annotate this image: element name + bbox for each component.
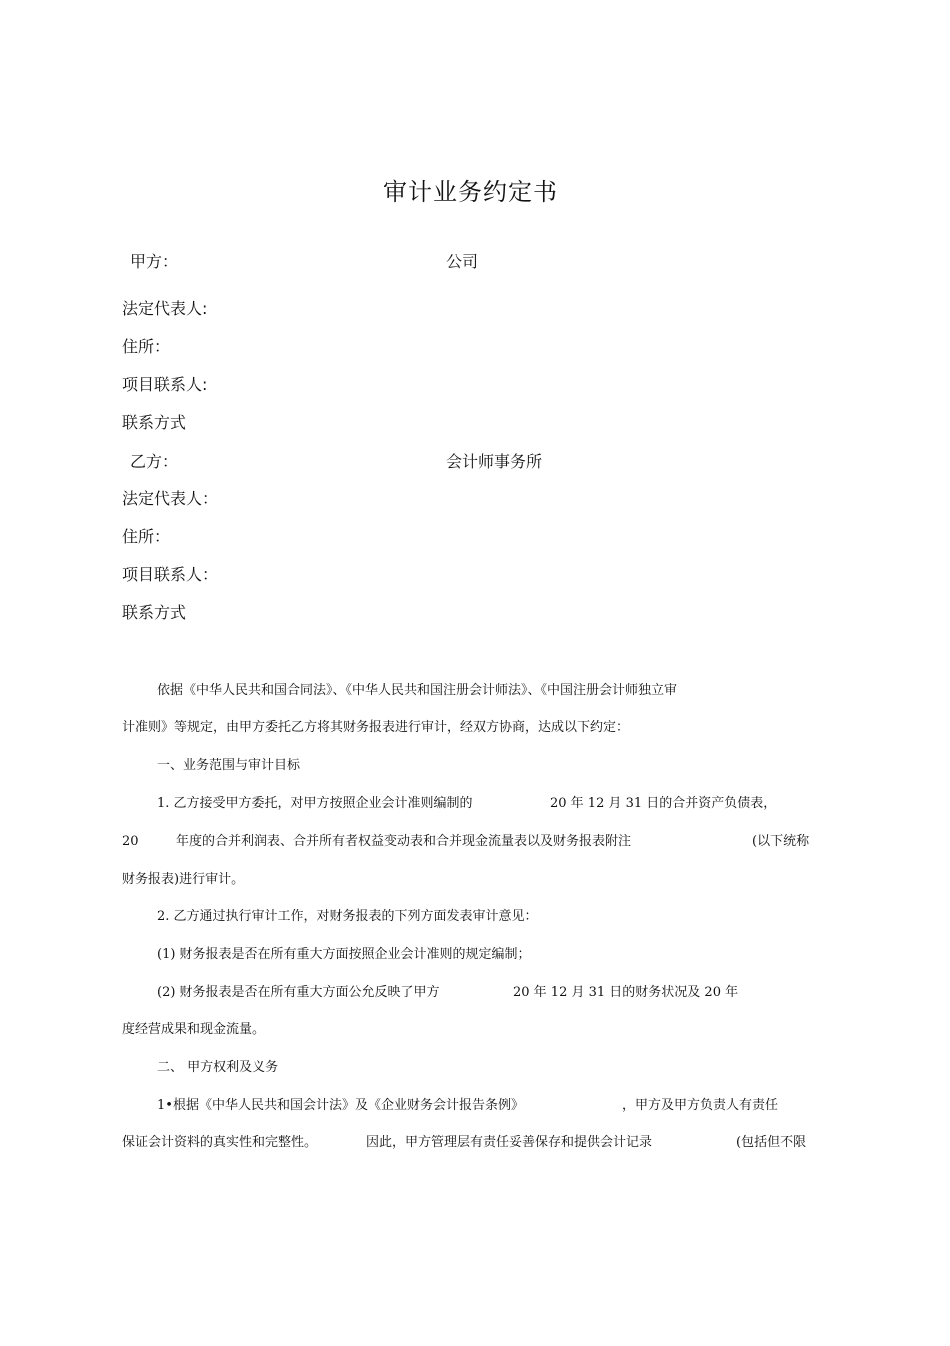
section-1-sub-2-part-c: 度经营成果和现金流量。 bbox=[122, 1022, 266, 1037]
intro-line-2: 计准则》等规定，由甲方委托乙方将其财务报表进行审计，经双方协商，达成以下约定： bbox=[122, 720, 630, 735]
section-1-heading: 一、业务范围与审计目标 bbox=[157, 758, 301, 773]
party-b-contact-person: 项目联系人： bbox=[122, 565, 219, 584]
section-1-item-2: 2. 乙方通过执行审计工作，对财务报表的下列方面发表审计意见： bbox=[157, 909, 538, 924]
section-1-item-1-part-e: (以下统称 bbox=[752, 834, 810, 849]
party-b-label: 乙方： bbox=[130, 452, 179, 471]
section-2-heading: 二、 甲方权利及义务 bbox=[157, 1060, 279, 1075]
section-2-item-1-part-e: (包括但不限 bbox=[736, 1135, 807, 1150]
section-1-sub-2-part-b: 20 年 12 月 31 日的财务状况及 20 年 bbox=[513, 985, 739, 1000]
intro-line-1: 依据《中华人民共和国合同法》、《中华人民共和国注册会计师法》、《中国注册会计师独立审 bbox=[157, 683, 678, 698]
section-1-item-1-part-f: 财务报表)进行审计。 bbox=[122, 872, 245, 887]
section-1-sub-2-part-a: (2) 财务报表是否在所有重大方面公允反映了甲方 bbox=[157, 985, 440, 1000]
party-b-legal-rep: 法定代表人： bbox=[122, 489, 219, 508]
party-a-contact-person: 项目联系人: bbox=[122, 375, 208, 394]
party-a-name: 公司 bbox=[446, 252, 479, 271]
section-2-item-1-part-c: 保证会计资料的真实性和完整性。 bbox=[122, 1135, 318, 1150]
party-a-address: 住所： bbox=[122, 337, 171, 356]
section-1-item-1-part-d: 年度的合并利润表、合并所有者权益变动表和合并现金流量表以及财务报表附注 bbox=[176, 834, 632, 849]
party-b-address: 住所： bbox=[122, 527, 171, 546]
document-title: 审计业务约定书 bbox=[383, 178, 558, 206]
section-2-item-1-part-d: 因此，甲方管理层有责任妥善保存和提供会计记录 bbox=[366, 1135, 653, 1150]
party-a-label: 甲方： bbox=[130, 252, 179, 271]
party-a-contact-method: 联系方式 bbox=[122, 413, 187, 432]
section-2-item-1-part-a: 1•根据《中华人民共和国会计法》及《企业财务会计报告条例》 bbox=[157, 1098, 524, 1113]
party-b-contact-method: 联系方式 bbox=[122, 603, 187, 622]
section-1-item-1-part-b: 20 年 12 月 31 日的合并资产负债表， bbox=[550, 796, 777, 811]
party-a-legal-rep: 法定代表人: bbox=[122, 299, 208, 318]
section-2-item-1-part-b: ，甲方及甲方负责人有责任 bbox=[622, 1098, 779, 1113]
party-b-name: 会计师事务所 bbox=[446, 452, 543, 471]
section-1-item-1-part-c: 20 bbox=[122, 834, 139, 849]
section-1-sub-1: (1) 财务报表是否在所有重大方面按照企业会计准则的规定编制； bbox=[157, 947, 531, 962]
section-1-item-1-part-a: 1. 乙方接受甲方委托，对甲方按照企业会计准则编制的 bbox=[157, 796, 473, 811]
